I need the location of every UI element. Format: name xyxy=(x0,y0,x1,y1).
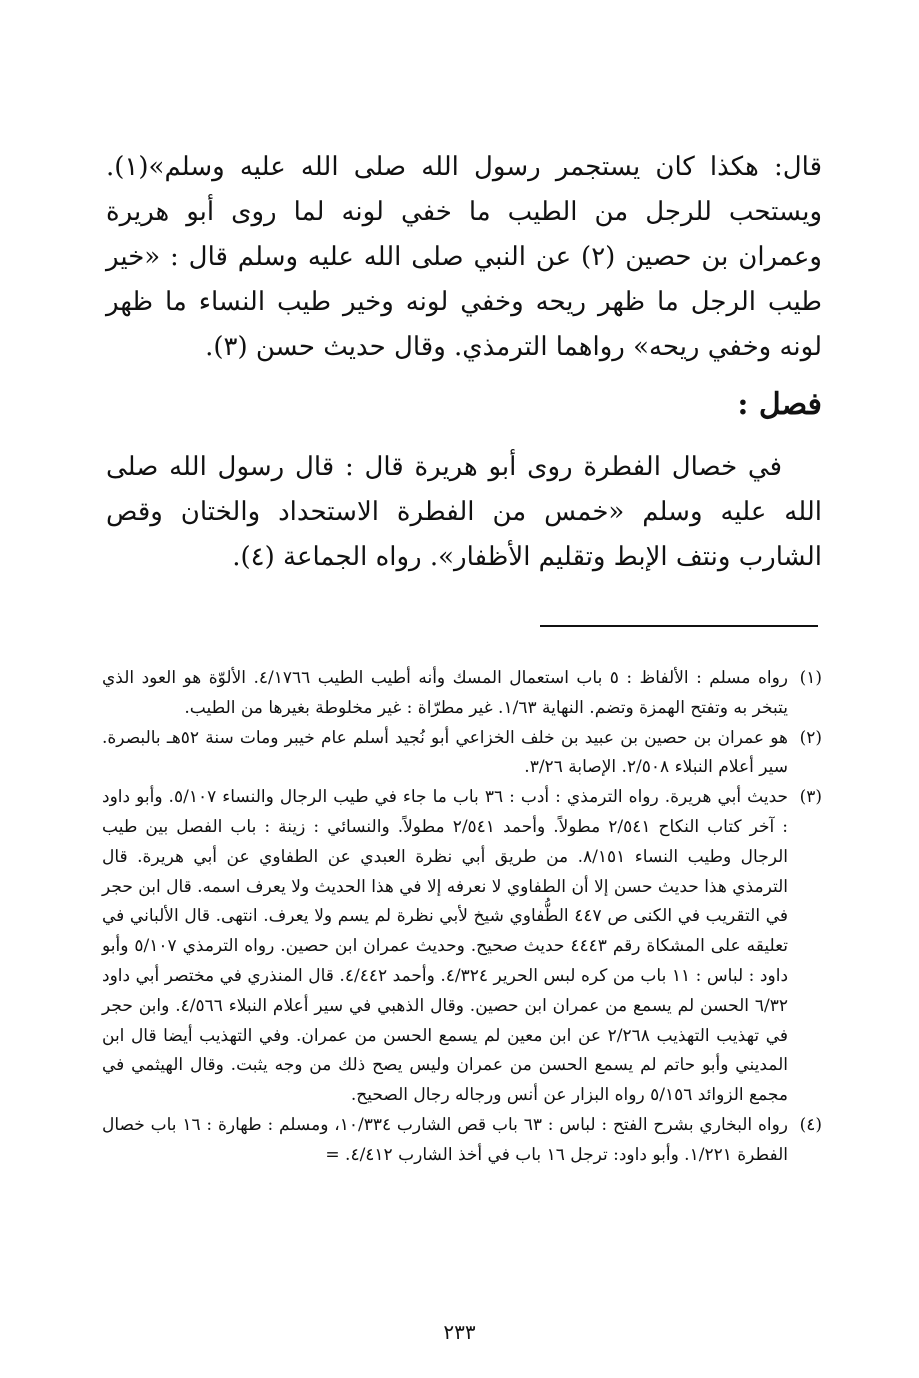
paragraph-1: قال: هكذا كان يستجمر رسول الله صلى الله عليه وسلم»(١). ويستحب للرجل من الطيب ما خفي لونه لما روى أبو هريرة وعمران بن حصين (٢) عن النبي صلى الله عليه وسلم قال : «خير طيب الرجل ما ظهر ريحه وخفي لونه وخير طيب النساء ما ظهر لونه وخفي ريحه» رواهما الترمذي. وقال حديث حسن (٣). xyxy=(106,152,822,362)
footnote-text: هو عمران بن حصين بن عبيد بن خلف الخزاعي أبو نُجيد أسلم عام خيبر ومات سنة ٥٢هـ بالبصرة. سير أعلام النبلاء ٢/٥٠٨. الإصابة ٣/٢٦. xyxy=(102,727,788,778)
page-number: ٢٣٣ xyxy=(443,1320,476,1344)
footnote-text: حديث أبي هريرة. رواه الترمذي : أدب : ٣٦ باب ما جاء في طيب الرجال والنساء ٥/١٠٧. وأبو داود : آخر كتاب النكاح ٢/٥٤١ مطولاً. وأحمد ٢/٥٤١ مطولاً. والنسائي : زينة : باب الفصل بين طيب الرجال وطيب النساء ٨/١٥١. من طريق أبي نظرة العبدي عن الطفاوي عن أبي هريرة. قال الترمذي هذا حديث حسن إلا أن الطفاوي لا نعرفه إلا في هذا الحديث ولا يعرف اسمه. قال ابن حجر في التقريب في الكنى ص ٤٤٧ الطُّفاوي شيخ لأبي نظرة لم يسم ولا يعرف. انتهى. قال الألباني في تعليقه على المشكاة رقم ٤٤٤٣ حديث صحيح. وحديث عمران ابن حصين. رواه الترمذي ٥/١٠٧ وأبو داود : لباس : ١١ باب من كره لبس الحرير ٤/٣٢٤. وأحمد ٤/٤٤٢. قال المنذري في مختصر أبي داود ٦/٣٢ الحسن لم يسمع من عمران ابن حصين. وقال الذهبي في سير أعلام النبلاء ٤/٥٦٦. وابن حجر في تهذيب التهذيب ٢/٢٦٨ عن ابن معين لم يسمع الحسن من عمران. وفي التهذيب أيضا قال ابن المديني وأبو حاتم لم يسمع الحسن من عمران وليس يصح ذلك من وجه يثبت. وقال الهيثمي في مجمع الزوائد ٥/١٥٦ رواه البزار عن أنس ورجاله رجال الصحيح. xyxy=(102,787,789,1106)
section-heading: فصل : xyxy=(737,387,822,422)
footnote-number: (٢) xyxy=(799,727,822,748)
footnotes xyxy=(102,664,822,1171)
footnote-2 xyxy=(102,724,822,784)
footnote-number: (٤) xyxy=(799,1114,822,1135)
footnote-text: رواه مسلم : الألفاظ : ٥ باب استعمال المسك وأنه أطيب الطيب ٤/١٧٦٦. الألوّة هو العود الذي يتبخر به وتفتح الهمزة وتضم. النهاية ١/٦٣. غير مطرّاة : غير مخلوطة بغيرها من الطيب. xyxy=(102,668,788,718)
footnote-number: (٣) xyxy=(799,787,822,808)
main-text-block-2 xyxy=(106,445,822,580)
footnote-1 xyxy=(102,664,822,724)
main-text-block xyxy=(106,145,822,370)
footnote-text: رواه البخاري بشرح الفتح : لباس : ٦٣ باب قص الشارب ١٠/٣٣٤، ومسلم : طهارة : ١٦ باب خصال الفطرة ١/٢٢١. وأبو داود: ترجل ١٦ باب في أخذ الشارب ٤/٤١٢. = xyxy=(102,1114,789,1165)
footnote-3 xyxy=(102,783,822,1111)
footnote-4 xyxy=(102,1111,822,1171)
footnote-separator xyxy=(540,625,818,627)
footnote-number: (١) xyxy=(799,668,822,688)
paragraph-2: في خصال الفطرة روى أبو هريرة قال : قال رسول الله صلى الله عليه وسلم «خمس من الفطرة الاستحداد والختان وقص الشارب ونتف الإبط وتقليم الأظفار». رواه الجماعة (٤). xyxy=(106,452,822,572)
